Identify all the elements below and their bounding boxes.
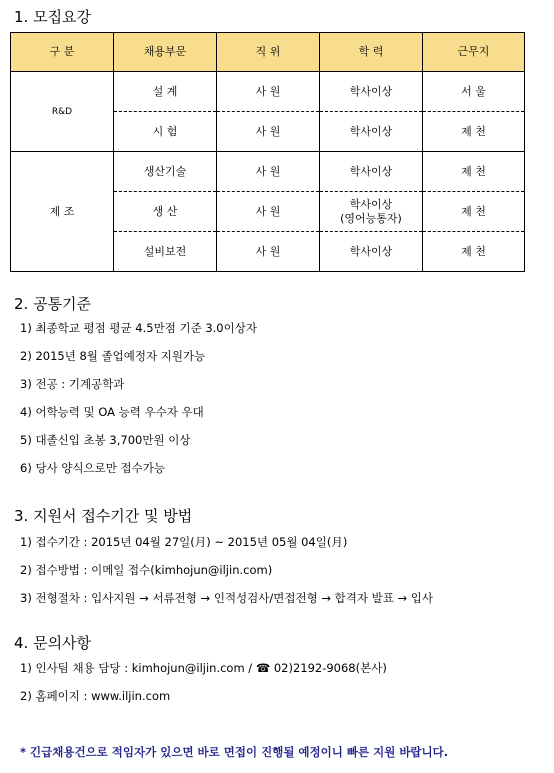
cell-position: 사 원 [217, 192, 320, 232]
group-rnd: R&D [11, 72, 114, 152]
cell-education: 학사이상 [320, 72, 423, 112]
cell-education-main: 학사이상 [349, 197, 393, 211]
header-location: 근무지 [423, 33, 525, 72]
header-position: 직 위 [217, 33, 320, 72]
cell-dept: 생 산 [114, 192, 217, 232]
header-education: 학 력 [320, 33, 423, 72]
header-category: 구 분 [11, 33, 114, 72]
cell-education [320, 192, 423, 232]
table-row [11, 72, 525, 112]
cell-location: 제 천 [423, 112, 525, 152]
cell-location: 제 천 [423, 192, 525, 232]
list-item: 6) 당사 양식으로만 접수가능 [20, 461, 165, 475]
list-item: 3) 전형절차 : 입사지원 → 서류전형 → 인적성검사/면접전형 → 합격자 발표 → 입사 [20, 591, 434, 605]
list-item: 3) 전공 : 기계공학과 [20, 377, 125, 391]
cell-position: 사 원 [217, 232, 320, 272]
list-item: 2) 접수방법 : 이메일 접수(kimhojun@iljin.com) [20, 563, 273, 577]
group-manufacturing: 제 조 [11, 152, 114, 272]
list-item: 1) 인사팀 채용 담당 : kimhojun@iljin.com / ☎ 02)2192-9068(본사) [20, 661, 387, 675]
application-list [20, 533, 433, 617]
list-item: 1) 접수기간 : 2015년 04월 27일(月) ~ 2015년 05월 04일(月) [20, 535, 348, 549]
cell-dept: 시 험 [114, 112, 217, 152]
cell-dept: 생산기술 [114, 152, 217, 192]
cell-education: 학사이상 [320, 232, 423, 272]
criteria-list [20, 319, 257, 487]
table-header-row [11, 33, 525, 72]
cell-position: 사 원 [217, 112, 320, 152]
section-title-criteria: 2. 공통기준 [14, 295, 92, 313]
cell-dept: 설비보전 [114, 232, 217, 272]
list-item: 5) 대졸신입 초봉 3,700만원 이상 [20, 433, 191, 447]
cell-position: 사 원 [217, 152, 320, 192]
cell-education: 학사이상 [320, 152, 423, 192]
cell-location: 서 울 [423, 72, 525, 112]
list-item: 1) 최종학교 평점 평균 4.5만점 기준 3.0이상자 [20, 321, 257, 335]
cell-position: 사 원 [217, 72, 320, 112]
list-item: 4) 어학능력 및 OA 능력 우수자 우대 [20, 405, 204, 419]
section-title-application: 3. 지원서 접수기간 및 방법 [14, 507, 193, 525]
cell-location: 제 천 [423, 232, 525, 272]
list-item: 2) 홈페이지 : www.iljin.com [20, 689, 171, 703]
contact-list [20, 659, 387, 715]
section-title-contact: 4. 문의사항 [14, 634, 92, 652]
cell-dept: 설 계 [114, 72, 217, 112]
table-row [11, 152, 525, 192]
urgent-notice: * 긴급채용건으로 적임자가 있으면 바로 면접이 진행될 예정이니 빠른 지원 바랍니다. [20, 745, 449, 759]
list-item: 2) 2015년 8월 졸업예정자 지원가능 [20, 349, 206, 363]
cell-education-note: (영어능통자) [340, 211, 402, 225]
header-department: 채용부문 [114, 33, 217, 72]
cell-education: 학사이상 [320, 112, 423, 152]
section-title-recruitment: 1. 모집요강 [14, 8, 92, 26]
recruitment-table [10, 32, 525, 272]
cell-location: 제 천 [423, 152, 525, 192]
